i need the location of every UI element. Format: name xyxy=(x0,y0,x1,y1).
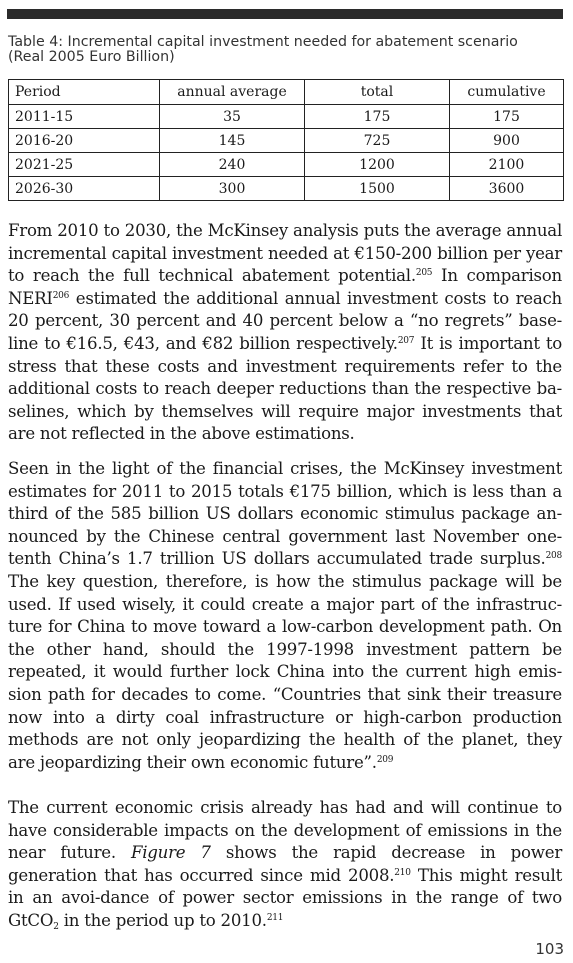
paragraph-text: Seen in the light of the financial crises, the McKinsey investment estimates for 2011 to 2015 totals €175 billion, which is less than a third of the 585 billion US dollars economic stimulus package an-nounced by the Chinese central government last November one-tenth China’s 1.7 trillion US dollars accumulated trade surplus. xyxy=(8,459,562,569)
paragraph-investment-needs xyxy=(8,220,562,446)
subscript: 2 xyxy=(53,921,59,932)
cell-annual-average: 240 xyxy=(160,153,305,177)
column-header-annual-average: annual average xyxy=(160,80,305,105)
column-header-total: total xyxy=(305,80,450,105)
table-caption xyxy=(8,35,564,65)
paragraph-text: This might result in an avoi-dance of power sector emissions in the range of two GtCO xyxy=(8,865,563,930)
table-caption-title: Table 4: Incremental capital investment needed for abatement scenario xyxy=(8,34,518,50)
cell-total: 175 xyxy=(305,105,450,129)
cell-cumulative: 2100 xyxy=(450,153,564,177)
table-row xyxy=(9,153,564,177)
cell-annual-average: 35 xyxy=(160,105,305,129)
paragraph-economic-crisis xyxy=(8,797,562,933)
cell-annual-average: 145 xyxy=(160,129,305,153)
paragraph-text: estimated the additional annual investment costs to reach 20 percent, 30 percent and 40 percent below a “no regrets” base-line to €16.5, €43, and €82 billion respectively. xyxy=(8,288,562,353)
paragraph-text: The current economic crisis already has had and will continue to have considerable impacts on the development of emissions in the near future. xyxy=(8,798,562,863)
paragraph-text: In comparison NERI xyxy=(8,266,562,308)
table-caption-units: (Real 2005 Euro Billion) xyxy=(8,49,175,65)
cell-annual-average: 300 xyxy=(160,177,305,201)
paragraph-text: The key question, therefore, is how the stimulus package will be used. If used wisely, it could create a major part of the infrastruc-ture for China to move toward a low-carbon development path. On the other hand, should the 1997-1998 investment pattern be repeated, it would further lock China into the current high emis-sion path for decades to come. “Countries that sink their treasure now into a dirty coal infrastructure or high-carbon production methods are not only jeopardizing the health of the planet, they are jeopardizing their own economic future”. xyxy=(8,571,562,772)
table-row xyxy=(9,177,564,201)
investment-table xyxy=(8,79,564,201)
cell-period: 2021-25 xyxy=(9,153,160,177)
footnote-ref: 209 xyxy=(376,754,394,765)
table-row xyxy=(9,129,564,153)
paragraph-text: shows the rapid decrease in power generation that has occurred since mid 2008. xyxy=(8,843,562,885)
footnote-ref: 208 xyxy=(545,551,562,562)
footnote-ref: 207 xyxy=(397,335,415,346)
cell-cumulative: 3600 xyxy=(450,177,564,201)
cell-cumulative: 175 xyxy=(450,105,564,129)
header-rule xyxy=(7,9,563,19)
footnote-ref: 211 xyxy=(266,912,284,923)
cell-period: 2026-30 xyxy=(9,177,160,201)
cell-total: 725 xyxy=(305,129,450,153)
paragraph-text: From 2010 to 2030, the McKinsey analysis puts the average annual incremental capital investment needed at €150-200 billion per year to reach the full technical abatement potential. xyxy=(8,221,562,286)
column-header-period: Period xyxy=(9,80,160,105)
page-number: 103 xyxy=(535,940,564,958)
cell-period: 2016-20 xyxy=(9,129,160,153)
table-row xyxy=(9,105,564,129)
cell-total: 1500 xyxy=(305,177,450,201)
table-header-row xyxy=(9,80,564,105)
paragraph-text: in the period up to 2010. xyxy=(58,910,267,930)
figure-reference: Figure 7 xyxy=(130,843,211,863)
footnote-ref: 206 xyxy=(52,290,70,301)
cell-period: 2011-15 xyxy=(9,105,160,129)
cell-total: 1200 xyxy=(305,153,450,177)
footnote-ref: 205 xyxy=(415,268,433,279)
cell-cumulative: 900 xyxy=(450,129,564,153)
paragraph-stimulus-package xyxy=(8,458,562,774)
footnote-ref: 210 xyxy=(394,867,411,878)
paragraph-text: It is important to stress that these costs and investment requirements refer to the additional costs to reach deeper reductions than the respective ba-selines, which by themselves will require major investments that are not reflected in the above estimations. xyxy=(8,333,562,444)
column-header-cumulative: cumulative xyxy=(450,80,564,105)
